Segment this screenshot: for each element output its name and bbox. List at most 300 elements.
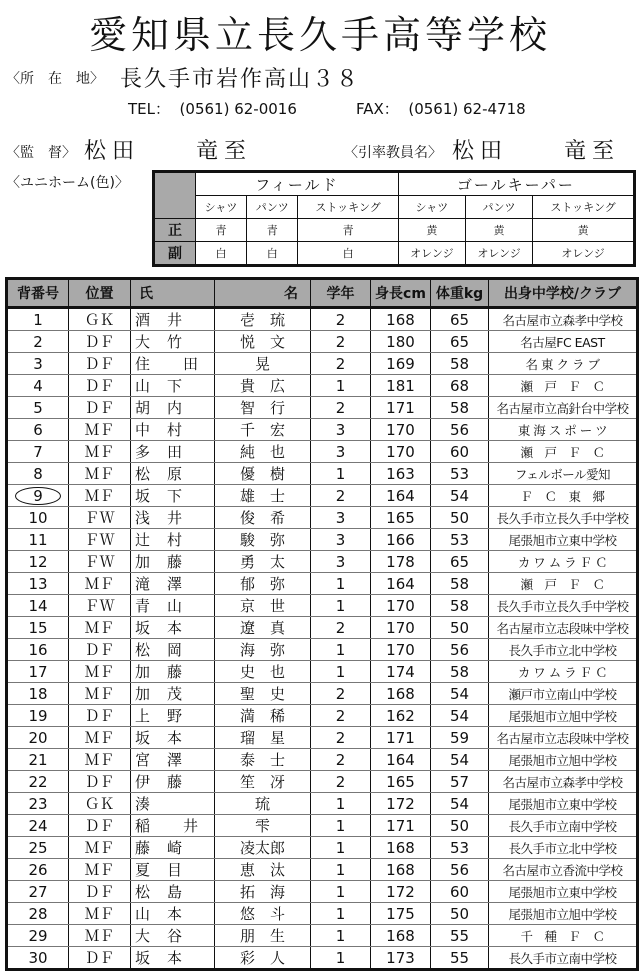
player-surname: 青 山: [131, 595, 215, 617]
player-club: カ ワ ム ラ Ｆ Ｃ: [489, 661, 638, 683]
field-group-header: フィールド: [196, 172, 399, 196]
player-height: 164: [371, 749, 431, 771]
player-grade: 1: [311, 859, 371, 881]
player-weight: 58: [431, 353, 489, 375]
player-position: ＤＦ: [69, 947, 131, 970]
table-row: [7, 705, 638, 727]
player-surname: 多 田: [131, 441, 215, 463]
player-grade: 2: [311, 353, 371, 375]
table-row: [7, 595, 638, 617]
player-surname: 宮 澤: [131, 749, 215, 771]
tel-line: [128, 98, 297, 119]
header-surname: 氏: [131, 279, 215, 308]
player-surname: 松 島: [131, 881, 215, 903]
player-number: 21: [7, 749, 69, 771]
player-surname: 山 本: [131, 903, 215, 925]
player-club: 尾張旭市立旭中学校: [489, 749, 638, 771]
table-row: [7, 815, 638, 837]
player-club: 長久手市立南中学校: [489, 947, 638, 970]
header-weight: 体重kg: [431, 279, 489, 308]
table-row: [7, 331, 638, 353]
player-given-name: 悠 斗: [215, 903, 311, 925]
player-grade: 3: [311, 507, 371, 529]
table-row: [7, 837, 638, 859]
player-weight: 50: [431, 617, 489, 639]
teacher-label: 〈引率教員名〉: [344, 145, 442, 161]
player-number: 28: [7, 903, 69, 925]
uniform-cell: オレンジ: [465, 242, 532, 266]
player-position: ＤＦ: [69, 881, 131, 903]
player-given-name: 勇 太: [215, 551, 311, 573]
player-weight: 59: [431, 727, 489, 749]
player-given-name: 拓 海: [215, 881, 311, 903]
player-club: 名古屋市立志段味中学校: [489, 617, 638, 639]
player-height: 171: [371, 727, 431, 749]
player-surname: 大 竹: [131, 331, 215, 353]
uniform-cell: オレンジ: [533, 242, 635, 266]
player-position: ＤＦ: [69, 397, 131, 419]
uniform-cell: オレンジ: [398, 242, 465, 266]
player-weight: 58: [431, 661, 489, 683]
player-grade: 1: [311, 463, 371, 485]
player-weight: 65: [431, 308, 489, 331]
player-number: 7: [7, 441, 69, 463]
player-position: ＧＫ: [69, 308, 131, 331]
player-weight: 54: [431, 793, 489, 815]
player-height: 173: [371, 947, 431, 970]
table-row: [7, 639, 638, 661]
player-club: 東 海 ス ポ ー ツ: [489, 419, 638, 441]
player-height: 171: [371, 397, 431, 419]
player-surname: 住 田: [131, 353, 215, 375]
player-number: 14: [7, 595, 69, 617]
uniform-col-header: パンツ: [247, 196, 298, 219]
player-grade: 2: [311, 771, 371, 793]
player-given-name: 聖 史: [215, 683, 311, 705]
player-club: 尾張旭市立東中学校: [489, 881, 638, 903]
player-number: 2: [7, 331, 69, 353]
player-grade: 1: [311, 815, 371, 837]
player-number: 10: [7, 507, 69, 529]
player-height: 181: [371, 375, 431, 397]
player-weight: 60: [431, 881, 489, 903]
uniform-col-header: シャツ: [196, 196, 247, 219]
player-height: 170: [371, 595, 431, 617]
player-number: 24: [7, 815, 69, 837]
player-grade: 1: [311, 925, 371, 947]
director-name: 松田 竜至: [84, 139, 253, 164]
player-weight: 55: [431, 947, 489, 970]
player-number: 22: [7, 771, 69, 793]
player-weight: 60: [431, 441, 489, 463]
player-grade: 2: [311, 749, 371, 771]
player-given-name: 壱 琉: [215, 308, 311, 331]
player-given-name: 凌太郎: [215, 837, 311, 859]
player-surname: 上 野: [131, 705, 215, 727]
player-position: ＦＷ: [69, 595, 131, 617]
uniform-corner: [154, 172, 196, 219]
player-position: ＭＦ: [69, 661, 131, 683]
player-position: ＤＦ: [69, 771, 131, 793]
player-given-name: 笙 冴: [215, 771, 311, 793]
uniform-cell: 白: [247, 242, 298, 266]
player-weight: 56: [431, 419, 489, 441]
player-given-name: 智 行: [215, 397, 311, 419]
player-surname: 湊: [131, 793, 215, 815]
player-grade: 1: [311, 595, 371, 617]
player-club: Ｆ Ｃ 東 郷: [489, 485, 638, 507]
player-position: ＤＦ: [69, 639, 131, 661]
player-grade: 2: [311, 617, 371, 639]
player-height: 175: [371, 903, 431, 925]
player-surname: 伊 藤: [131, 771, 215, 793]
player-position: ＭＦ: [69, 617, 131, 639]
player-position: ＦＷ: [69, 507, 131, 529]
table-row: [7, 441, 638, 463]
player-weight: 58: [431, 573, 489, 595]
header-grade: 学年: [311, 279, 371, 308]
fax-number: (0561) 62-4718: [408, 100, 526, 118]
player-height: 174: [371, 661, 431, 683]
uniform-cell: 青: [196, 219, 247, 242]
player-weight: 53: [431, 529, 489, 551]
table-row: [7, 925, 638, 947]
player-height: 164: [371, 573, 431, 595]
table-row: [7, 793, 638, 815]
player-surname: 酒 井: [131, 308, 215, 331]
player-height: 162: [371, 705, 431, 727]
player-weight: 58: [431, 595, 489, 617]
player-club: 名古屋市立香流中学校: [489, 859, 638, 881]
uniform-col-header: ストッキング: [533, 196, 635, 219]
player-number: 5: [7, 397, 69, 419]
player-club: 長久手市立南中学校: [489, 815, 638, 837]
player-given-name: 俊 希: [215, 507, 311, 529]
player-height: 164: [371, 485, 431, 507]
player-position: ＭＦ: [69, 837, 131, 859]
player-grade: 1: [311, 837, 371, 859]
player-number: 4: [7, 375, 69, 397]
player-grade: 1: [311, 881, 371, 903]
player-given-name: 京 世: [215, 595, 311, 617]
player-weight: 57: [431, 771, 489, 793]
player-height: 168: [371, 925, 431, 947]
player-grade: 2: [311, 397, 371, 419]
roster-body: [7, 308, 638, 970]
table-row: [7, 485, 638, 507]
table-row: [7, 903, 638, 925]
player-weight: 53: [431, 837, 489, 859]
player-club: 名古屋市立森孝中学校: [489, 308, 638, 331]
player-surname: 松 原: [131, 463, 215, 485]
player-club: 長久手市立長久手中学校: [489, 595, 638, 617]
player-surname: 夏 目: [131, 859, 215, 881]
player-height: 165: [371, 507, 431, 529]
player-height: 170: [371, 639, 431, 661]
player-height: 166: [371, 529, 431, 551]
player-number: [7, 485, 69, 507]
player-surname: 山 下: [131, 375, 215, 397]
player-position: ＤＦ: [69, 705, 131, 727]
player-given-name: 貴 広: [215, 375, 311, 397]
player-weight: 53: [431, 463, 489, 485]
table-row: [7, 308, 638, 331]
player-given-name: 瑠 星: [215, 727, 311, 749]
table-row: [7, 859, 638, 881]
player-height: 178: [371, 551, 431, 573]
player-number: 15: [7, 617, 69, 639]
player-given-name: 純 也: [215, 441, 311, 463]
uniform-cell: 黄: [533, 219, 635, 242]
player-given-name: 雫: [215, 815, 311, 837]
tel-number: (0561) 62-0016: [179, 100, 297, 118]
player-number: 19: [7, 705, 69, 727]
uniform-table: [152, 170, 636, 267]
player-surname: 加 藤: [131, 661, 215, 683]
player-number: 25: [7, 837, 69, 859]
player-club: 名 東 ク ラ ブ: [489, 353, 638, 375]
player-height: 165: [371, 771, 431, 793]
gk-group-header: ゴールキーパー: [398, 172, 634, 196]
player-club: 尾張旭市立東中学校: [489, 793, 638, 815]
player-surname: 滝 澤: [131, 573, 215, 595]
director-label: 〈監 督〉: [6, 145, 76, 161]
player-surname: 藤 崎: [131, 837, 215, 859]
roster-table: [5, 277, 639, 971]
player-surname: 坂 本: [131, 947, 215, 970]
player-position: ＭＦ: [69, 903, 131, 925]
table-row: [7, 463, 638, 485]
player-weight: 65: [431, 331, 489, 353]
table-row: [7, 529, 638, 551]
player-surname: 辻 村: [131, 529, 215, 551]
player-grade: 3: [311, 441, 371, 463]
uniform-col-header: シャツ: [398, 196, 465, 219]
player-number: 3: [7, 353, 69, 375]
school-name-title: 愛知県立長久手高等学校: [88, 13, 551, 57]
player-height: 168: [371, 683, 431, 705]
player-surname: 坂 下: [131, 485, 215, 507]
player-surname: 中 村: [131, 419, 215, 441]
player-position: ＭＦ: [69, 683, 131, 705]
player-weight: 56: [431, 639, 489, 661]
table-row: [7, 683, 638, 705]
header-height: 身長cm: [371, 279, 431, 308]
uniform-cell: 黄: [398, 219, 465, 242]
table-row: [7, 573, 638, 595]
player-position: ＭＦ: [69, 485, 131, 507]
player-number: 29: [7, 925, 69, 947]
uniform-cell: 青: [247, 219, 298, 242]
table-row: [7, 419, 638, 441]
player-grade: 1: [311, 573, 371, 595]
player-number: 11: [7, 529, 69, 551]
uniform-cell: 白: [298, 242, 398, 266]
player-number: 26: [7, 859, 69, 881]
uniform-label: 〈ユニホーム(色)〉: [6, 175, 129, 191]
player-grade: 2: [311, 683, 371, 705]
player-grade: 1: [311, 661, 371, 683]
player-height: 170: [371, 441, 431, 463]
player-club: 長久手市立長久手中学校: [489, 507, 638, 529]
player-position: ＭＦ: [69, 463, 131, 485]
player-number: 13: [7, 573, 69, 595]
uniform-col-header: ストッキング: [298, 196, 398, 219]
player-weight: 55: [431, 925, 489, 947]
uniform-col-header: パンツ: [465, 196, 532, 219]
player-weight: 58: [431, 397, 489, 419]
player-position: ＭＦ: [69, 749, 131, 771]
player-weight: 68: [431, 375, 489, 397]
player-position: ＭＦ: [69, 419, 131, 441]
table-row: [7, 661, 638, 683]
player-given-name: 史 也: [215, 661, 311, 683]
player-club: 名古屋FC EAST: [489, 331, 638, 353]
player-surname: 松 岡: [131, 639, 215, 661]
tel-label: TEL：: [128, 100, 170, 118]
teacher-name: 松田 竜至: [452, 139, 621, 164]
table-row: [7, 353, 638, 375]
player-grade: 2: [311, 308, 371, 331]
player-grade: 3: [311, 529, 371, 551]
player-club: 瀬戸市立南山中学校: [489, 683, 638, 705]
player-position: ＧＫ: [69, 793, 131, 815]
player-position: ＭＦ: [69, 859, 131, 881]
player-club: 名古屋市立高針台中学校: [489, 397, 638, 419]
player-club: 尾張旭市立東中学校: [489, 529, 638, 551]
player-surname: 稲 井: [131, 815, 215, 837]
player-given-name: 満 稀: [215, 705, 311, 727]
player-surname: 加 藤: [131, 551, 215, 573]
address-value: 長久手市岩作高山３８: [120, 67, 361, 92]
player-number: 17: [7, 661, 69, 683]
player-number: 6: [7, 419, 69, 441]
player-position: ＤＦ: [69, 815, 131, 837]
player-position: ＭＦ: [69, 441, 131, 463]
player-position: ＤＦ: [69, 331, 131, 353]
player-given-name: 優 樹: [215, 463, 311, 485]
table-row: [7, 749, 638, 771]
player-surname: 大 谷: [131, 925, 215, 947]
player-given-name: 雄 士: [215, 485, 311, 507]
player-given-name: 悦 文: [215, 331, 311, 353]
uniform-cell: 黄: [465, 219, 532, 242]
player-grade: 3: [311, 551, 371, 573]
fax-line: [356, 98, 526, 119]
player-given-name: 琉: [215, 793, 311, 815]
roster-header-row: [7, 279, 638, 308]
player-position: ＭＦ: [69, 573, 131, 595]
player-surname: 浅 井: [131, 507, 215, 529]
player-weight: 65: [431, 551, 489, 573]
player-grade: 1: [311, 375, 371, 397]
player-surname: 胡 内: [131, 397, 215, 419]
player-position: ＤＦ: [69, 353, 131, 375]
player-grade: 2: [311, 727, 371, 749]
table-row: [7, 375, 638, 397]
table-row: [7, 551, 638, 573]
player-weight: 50: [431, 815, 489, 837]
player-grade: 2: [311, 485, 371, 507]
player-surname: 加 茂: [131, 683, 215, 705]
player-given-name: 恵 汰: [215, 859, 311, 881]
player-weight: 50: [431, 903, 489, 925]
player-given-name: 郁 弥: [215, 573, 311, 595]
player-number: 20: [7, 727, 69, 749]
player-grade: 1: [311, 639, 371, 661]
table-row: [7, 771, 638, 793]
player-club: 尾張旭市立旭中学校: [489, 705, 638, 727]
player-height: 171: [371, 815, 431, 837]
player-club: 名古屋市立志段味中学校: [489, 727, 638, 749]
player-club: 長久手市立北中学校: [489, 837, 638, 859]
address-label: 〈所 在 地〉: [6, 71, 104, 87]
player-club: 瀬 戸 Ｆ Ｃ: [489, 573, 638, 595]
player-given-name: 朋 生: [215, 925, 311, 947]
player-height: 163: [371, 463, 431, 485]
uniform-row-primary-label: 正: [154, 219, 196, 242]
table-row: [7, 881, 638, 903]
player-number: 27: [7, 881, 69, 903]
player-height: 172: [371, 881, 431, 903]
uniform-row-secondary-label: 副: [154, 242, 196, 266]
player-club: 千 種 Ｆ Ｃ: [489, 925, 638, 947]
player-position: ＤＦ: [69, 375, 131, 397]
player-grade: 3: [311, 419, 371, 441]
player-weight: 50: [431, 507, 489, 529]
player-grade: 2: [311, 331, 371, 353]
player-grade: 1: [311, 947, 371, 970]
player-weight: 54: [431, 683, 489, 705]
player-number: 23: [7, 793, 69, 815]
player-surname: 坂 本: [131, 617, 215, 639]
player-number: 18: [7, 683, 69, 705]
player-height: 169: [371, 353, 431, 375]
player-height: 170: [371, 617, 431, 639]
player-number: 16: [7, 639, 69, 661]
table-row: [7, 397, 638, 419]
player-club: カ ワ ム ラ Ｆ Ｃ: [489, 551, 638, 573]
player-club: 長久手市立北中学校: [489, 639, 638, 661]
table-row: [7, 727, 638, 749]
player-given-name: 泰 士: [215, 749, 311, 771]
player-club: 瀬 戸 Ｆ Ｃ: [489, 441, 638, 463]
fax-label: FAX：: [356, 100, 399, 118]
player-given-name: 海 弥: [215, 639, 311, 661]
player-club: フェルボール愛知: [489, 463, 638, 485]
player-number: 30: [7, 947, 69, 970]
player-given-name: 彩 人: [215, 947, 311, 970]
player-number: 1: [7, 308, 69, 331]
player-position: ＭＦ: [69, 925, 131, 947]
player-given-name: 千 宏: [215, 419, 311, 441]
player-grade: 1: [311, 903, 371, 925]
player-weight: 56: [431, 859, 489, 881]
player-height: 168: [371, 859, 431, 881]
player-weight: 54: [431, 485, 489, 507]
player-number: 8: [7, 463, 69, 485]
circled-number: 9: [15, 487, 61, 505]
player-height: 172: [371, 793, 431, 815]
player-given-name: 駿 弥: [215, 529, 311, 551]
table-row: [7, 947, 638, 970]
player-grade: 2: [311, 705, 371, 727]
player-weight: 54: [431, 705, 489, 727]
player-grade: 1: [311, 793, 371, 815]
player-position: ＭＦ: [69, 727, 131, 749]
player-club: 瀬 戸 Ｆ Ｃ: [489, 375, 638, 397]
player-height: 168: [371, 308, 431, 331]
